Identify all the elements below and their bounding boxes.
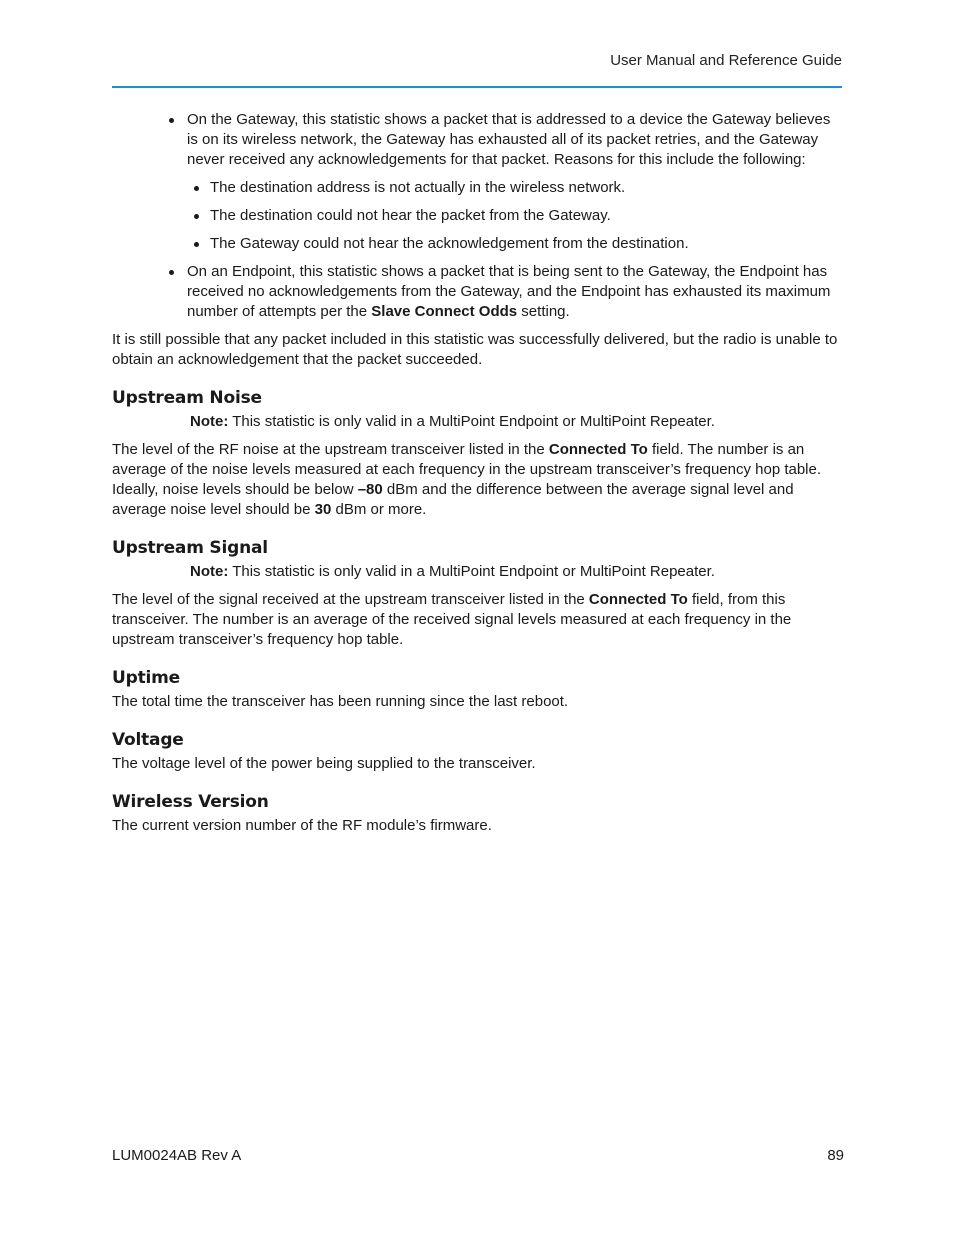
heading-voltage: Voltage <box>112 730 184 750</box>
note-label: Note: <box>190 563 229 580</box>
list-item: The destination could not hear the packet from the Gateway. <box>187 206 842 226</box>
intro-paragraph: It is still possible that any packet included in this statistic was successfully delivered, but the radio is unable to obtain an acknowledgement that the packet succeeded. <box>112 331 838 368</box>
page-content <box>112 110 842 844</box>
heading-upstream-noise: Upstream Noise <box>112 388 262 408</box>
paragraph-voltage: The voltage level of the power being supplied to the transceiver. <box>112 755 536 772</box>
page-number: 89 <box>827 1147 844 1164</box>
text-span: dBm or more. <box>331 501 427 518</box>
note-label: Note: <box>190 413 229 430</box>
note-text: This statistic is only valid in a MultiPoint Endpoint or MultiPoint Repeater. <box>228 413 715 430</box>
list-item-gateway <box>112 110 842 254</box>
heading-upstream-signal: Upstream Signal <box>112 538 268 558</box>
field-name: Connected To <box>548 441 648 458</box>
endpoint-setting-name: Slave Connect Odds <box>371 303 518 320</box>
list-item: The destination address is not actually in the wireless network. <box>187 178 842 198</box>
noise-threshold: –80 <box>357 481 383 498</box>
endpoint-text-end: setting. <box>517 303 570 320</box>
footer-doc-id: LUM0024AB Rev A <box>112 1147 242 1164</box>
endpoint-text: On an Endpoint, this statistic shows a packet that is being sent to the Gateway, the Endpoint has received no acknowledgements from the Gateway, and the Endpoint has exhausted its maximum number of attempts per the <box>187 263 831 320</box>
note-upstream-noise <box>112 412 842 432</box>
paragraph-upstream-signal <box>112 590 842 650</box>
gateway-text: On the Gateway, this statistic shows a packet that is addressed to a device the Gateway believes is on its wireless network, the Gateway has exhausted all of its packet retries, and the Gateway never received any acknowledgements for that packet. Reasons for this include the following: <box>187 111 831 168</box>
note-text: This statistic is only valid in a MultiPoint Endpoint or MultiPoint Repeater. <box>228 563 715 580</box>
sub-bullet-list <box>187 178 842 254</box>
list-item-endpoint <box>112 262 842 322</box>
list-item: The Gateway could not hear the acknowledgement from the destination. <box>187 234 842 254</box>
paragraph-upstream-noise <box>112 440 842 520</box>
header-rule <box>112 86 842 88</box>
signal-noise-difference: 30 <box>314 501 332 518</box>
heading-wireless-version: Wireless Version <box>112 792 269 812</box>
bullet-list <box>112 110 842 322</box>
text-span: field. The number is an average of the noise levels measured at each frequency in the upstream transceiver’s frequency hop table. Ideally, noise levels should be below <box>112 441 822 498</box>
text-span: The level of the RF noise at the upstream transceiver listed in the <box>112 441 549 458</box>
text-span: field, from this transceiver. The number is an average of the received signal levels measured at each frequency in the upstream transceiver’s frequency hop table. <box>112 591 792 648</box>
paragraph-uptime: The total time the transceiver has been running since the last reboot. <box>112 693 569 710</box>
text-span: dBm and the difference between the average signal level and average noise level should be <box>112 481 794 518</box>
paragraph-wireless-version: The current version number of the RF module’s firmware. <box>112 817 492 834</box>
heading-uptime: Uptime <box>112 668 180 688</box>
note-upstream-signal <box>112 562 842 582</box>
text-span: The level of the signal received at the upstream transceiver listed in the <box>112 591 589 608</box>
header-title: User Manual and Reference Guide <box>610 52 842 69</box>
field-name: Connected To <box>588 591 688 608</box>
